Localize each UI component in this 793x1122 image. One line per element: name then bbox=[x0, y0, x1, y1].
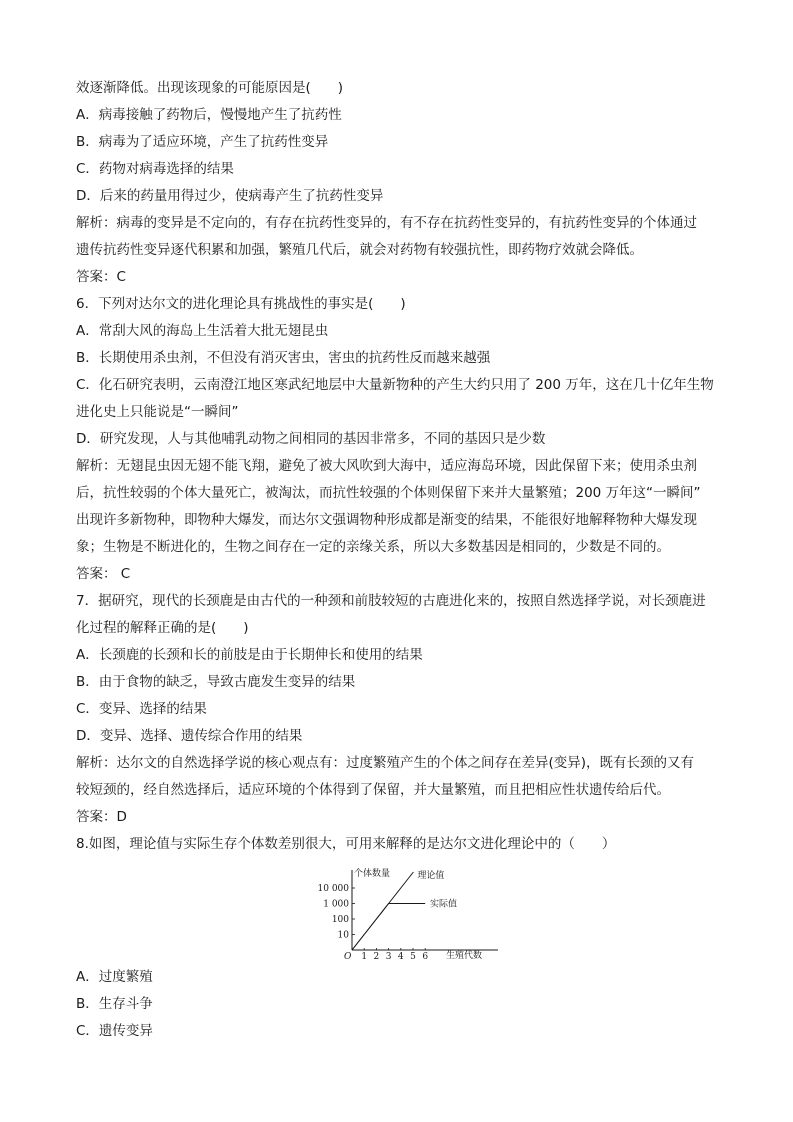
text-line: 遗传抗药性变异逐代积累和加强，繁殖几代后，就会对药物有较强抗性，即药物疗效就会降低。 bbox=[76, 242, 643, 258]
y-tick-label: 10 bbox=[337, 930, 349, 941]
text-line: 7．据研究，现代的长颈鹿是由古代的一种颈和前肢较短的古鹿进化来的，按照自然选择学说，对长颈鹿进 bbox=[76, 593, 706, 609]
text-line: C．遗传变异 bbox=[76, 1023, 153, 1039]
x-tick-label: 3 bbox=[385, 952, 392, 960]
x-tick-label: 2 bbox=[373, 952, 380, 960]
y-axis-label: 个体数量 bbox=[354, 869, 391, 879]
text-line: 6．下列对达尔文的进化理论具有挑战性的事实是( ) bbox=[76, 296, 406, 312]
x-tick-label: 1 bbox=[361, 952, 368, 960]
text-line: 较短颈的，经自然选择后，适应环境的个体得到了保留，并大量繁殖，而且把相应性状遗传给后代。 bbox=[76, 782, 670, 798]
series-line bbox=[352, 904, 425, 951]
y-tick-label: 10 000 bbox=[317, 884, 349, 894]
text-line: 解析：病毒的变异是不定向的，有存在抗药性变异的，有不存在抗药性变异的，有抗药性变异的个体通过 bbox=[76, 215, 697, 231]
text-line: 出现许多新物种，即物种大爆发，而达尔文强调物种形成都是渐变的结果，不能很好地解释物种大爆发现 bbox=[76, 512, 697, 528]
population-chart bbox=[300, 864, 500, 960]
y-tick-label: 100 bbox=[331, 915, 349, 925]
text-line: C．化石研究表明，云南澄江地区寒武纪地层中大量新物种的产生大约只用了 200 万年，这在几十亿年生物 bbox=[76, 377, 714, 393]
x-tick-label: 6 bbox=[422, 952, 429, 960]
text-line: 8.如图，理论值与实际生存个体数差别很大，可用来解释的是达尔文进化理论中的（ ） bbox=[76, 836, 616, 852]
text-line: 答案：D bbox=[76, 809, 127, 825]
x-axis-label: 生殖代数 bbox=[446, 951, 483, 960]
chart-lines bbox=[352, 872, 425, 950]
chart-axes bbox=[352, 870, 498, 950]
text-line: 进化史上只能说是“一瞬间” bbox=[76, 404, 239, 420]
text-line: C．药物对病毒选择的结果 bbox=[76, 161, 234, 177]
text-line: A．长颈鹿的长颈和长的前肢是由于长期伸长和使用的结果 bbox=[76, 647, 423, 663]
text-line: D．研究发现，人与其他哺乳动物之间相同的基因非常多，不同的基因只是少数 bbox=[76, 431, 546, 447]
chart-ticks bbox=[318, 884, 429, 960]
text-line: B．病毒为了适应环境，产生了抗药性变异 bbox=[76, 134, 329, 150]
text-line: 答案： C bbox=[76, 566, 131, 582]
text-line: B．生存斗争 bbox=[76, 996, 153, 1012]
series-label: 理论值 bbox=[417, 871, 445, 881]
x-tick-label: 4 bbox=[397, 952, 404, 960]
text-line: B．长期使用杀虫剂，不但没有消灭害虫，害虫的抗药性反而越来越强 bbox=[76, 350, 491, 366]
text-line: A．过度繁殖 bbox=[76, 969, 153, 985]
text-line: 后，抗性较弱的个体大量死亡，被淘汰，而抗性较强的个体则保留下来并大量繁殖；200 万年这“一瞬间” bbox=[76, 485, 701, 501]
text-line: 解析：无翅昆虫因无翅不能飞翔，避免了被大风吹到大海中，适应海岛环境，因此保留下来；使用杀虫剂 bbox=[76, 458, 697, 474]
text-line: D．后来的药量用得过少，使病毒产生了抗药性变异 bbox=[76, 188, 384, 204]
origin-label: O bbox=[344, 952, 352, 960]
text-line: 象；生物是不断进化的，生物之间存在一定的亲缘关系，所以大多数基因是相同的，少数是不同的。 bbox=[76, 539, 670, 555]
series-label: 实际值 bbox=[430, 899, 458, 910]
text-line: 效逐渐降低。出现该现象的可能原因是( ) bbox=[76, 80, 344, 96]
text-line: D．变异、选择、遗传综合作用的结果 bbox=[76, 728, 303, 744]
text-line: 化过程的解释正确的是( ) bbox=[76, 620, 249, 636]
text-line: 解析：达尔文的自然选择学说的核心观点有：过度繁殖产生的个体之间存在差异(变异)，既有长颈的又有 bbox=[76, 755, 695, 771]
text-line: 答案：C bbox=[76, 269, 126, 285]
text-line: A．病毒接触了药物后，慢慢地产生了抗药性 bbox=[76, 107, 342, 123]
chart-labels bbox=[344, 867, 482, 960]
x-tick-label: 5 bbox=[410, 952, 416, 960]
text-line: C．变异、选择的结果 bbox=[76, 701, 207, 717]
text-line: A．常刮大风的海岛上生活着大批无翅昆虫 bbox=[76, 323, 329, 339]
text-line: B．由于食物的缺乏，导致古鹿发生变异的结果 bbox=[76, 674, 356, 690]
y-tick-label: 1 000 bbox=[323, 899, 349, 910]
